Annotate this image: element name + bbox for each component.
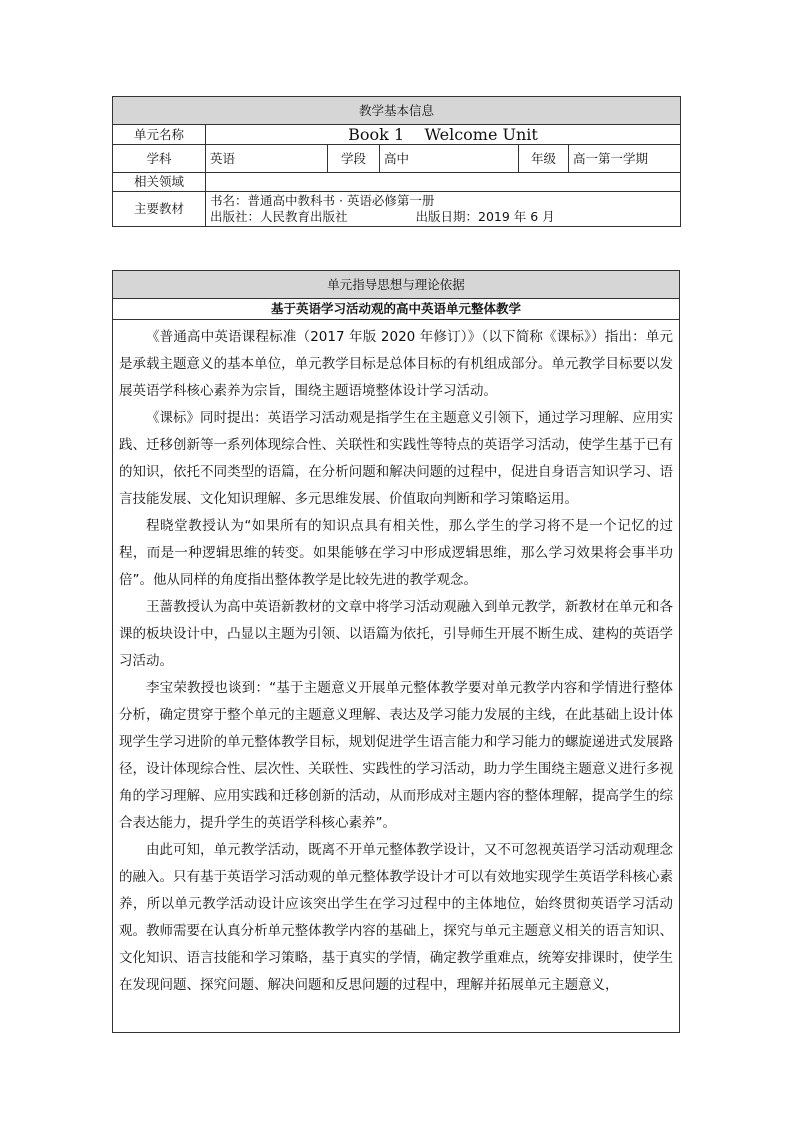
theory-subtitle: 基于英语学习活动观的高中英语单元整体教学 bbox=[113, 299, 680, 320]
paragraph: 《普通高中英语课程标准（2017 年版 2020 年修订）》（以下简称《课标》）指出：单元是承载主题意义的基本单位，单元教学目标是总体目标的有机组成部分。单元教学目标要以发展英语学科核心素养为宗旨，围绕主题语境整体设计学习活动。 bbox=[119, 329, 673, 399]
publish-date-text: 出版日期：2019 年 6 月 bbox=[415, 209, 555, 224]
paragraph: 李宝荣教授也谈到：“基于主题意义开展单元整体教学要对单元教学内容和学情进行整体分析，确定贯穿于整个单元的主题意义理解、表达及学习能力发展的主线，在此基础上设计体现学生学习进阶的单元整体教学目标，规划促进学生语言能力和学习能力的螺旋递进式发展路径，设计体现综合性、层次性、关联性、实践性的学习活动，助力学生围绕主题意义进行多视角的学习理解、应用实践和迁移创新的活动，从而形成对主题内容的整体理解，提高学生的综合表达能力，提升学生的英语学科核心素养”。 bbox=[119, 680, 673, 831]
publisher-text: 出版社：人民教育出版社 bbox=[210, 209, 348, 224]
paragraph: 王蔷教授认为高中英语新教材的文章中将学习活动观融入到单元教学，新教材在单元和各课的板块设计中，凸显以主题为引领、以语篇为依托，引导师生开展不断生成、建构的英语学习活动。 bbox=[119, 599, 673, 669]
theory-header: 单元指导思想与理论依据 bbox=[113, 271, 680, 299]
publisher-date-line bbox=[210, 209, 676, 225]
theory-table bbox=[112, 270, 680, 1033]
paragraph: 由此可知，单元教学活动，既离不开单元整体教学设计，又不可忽视英语学习活动观理念的融入。只有基于英语学习活动观的单元整体教学设计才可以有效地实现学生英语学科核心素养，所以单元教学活动设计应该突出学生在学习过程中的主体地位，始终贯彻英语学习活动观。教师需要在认真分析单元整体教学内容的基础上，探究与单元主题意义相关的语言知识、文化知识、语言技能和学习策略，基于真实的学情，确定教学重难点，统筹安排课时，使学生在发现问题、探究问题、解决问题和反思问题的过程中，理解并拓展单元主题意义， bbox=[119, 842, 673, 993]
theory-body bbox=[113, 320, 680, 1033]
stage-value: 高中 bbox=[380, 145, 519, 173]
basic-info-table bbox=[112, 96, 681, 227]
related-field-value bbox=[206, 173, 681, 192]
unit-name-label: 单元名称 bbox=[113, 125, 206, 145]
paragraph: 《课标》同时提出：英语学习活动观是指学生在主题意义引领下，通过学习理解、应用实践、迁移创新等一系列体现综合性、关联性和实践性等特点的英语学习活动，使学生基于已有的知识，依托不同类型的语篇，在分析问题和解决问题的过程中，促进自身语言知识学习、语言技能发展、文化知识理解、多元思维发展、价值取向判断和学习策略运用。 bbox=[119, 410, 673, 507]
stage-label: 学段 bbox=[328, 145, 380, 173]
main-material-label: 主要教材 bbox=[113, 192, 206, 227]
related-field-label: 相关领域 bbox=[113, 173, 206, 192]
grade-label: 年级 bbox=[519, 145, 569, 173]
grade-value: 高一第一学期 bbox=[569, 145, 681, 173]
subject-value: 英语 bbox=[206, 145, 328, 173]
basic-info-header: 教学基本信息 bbox=[113, 97, 681, 125]
subject-label: 学科 bbox=[113, 145, 206, 173]
book-name-line: 书名：普通高中教科书 · 英语必修第一册 bbox=[210, 193, 435, 208]
unit-name-value: Book 1 Welcome Unit bbox=[206, 125, 681, 145]
main-material-value bbox=[206, 192, 681, 227]
paragraph: 程晓堂教授认为“如果所有的知识点具有相关性，那么学生的学习将不是一个记忆的过程，而是一种逻辑思维的转变。如果能够在学习中形成逻辑思维，那么学习效果将会事半功倍”。他从同样的角度指出整体教学是比较先进的教学观念。 bbox=[119, 518, 673, 588]
